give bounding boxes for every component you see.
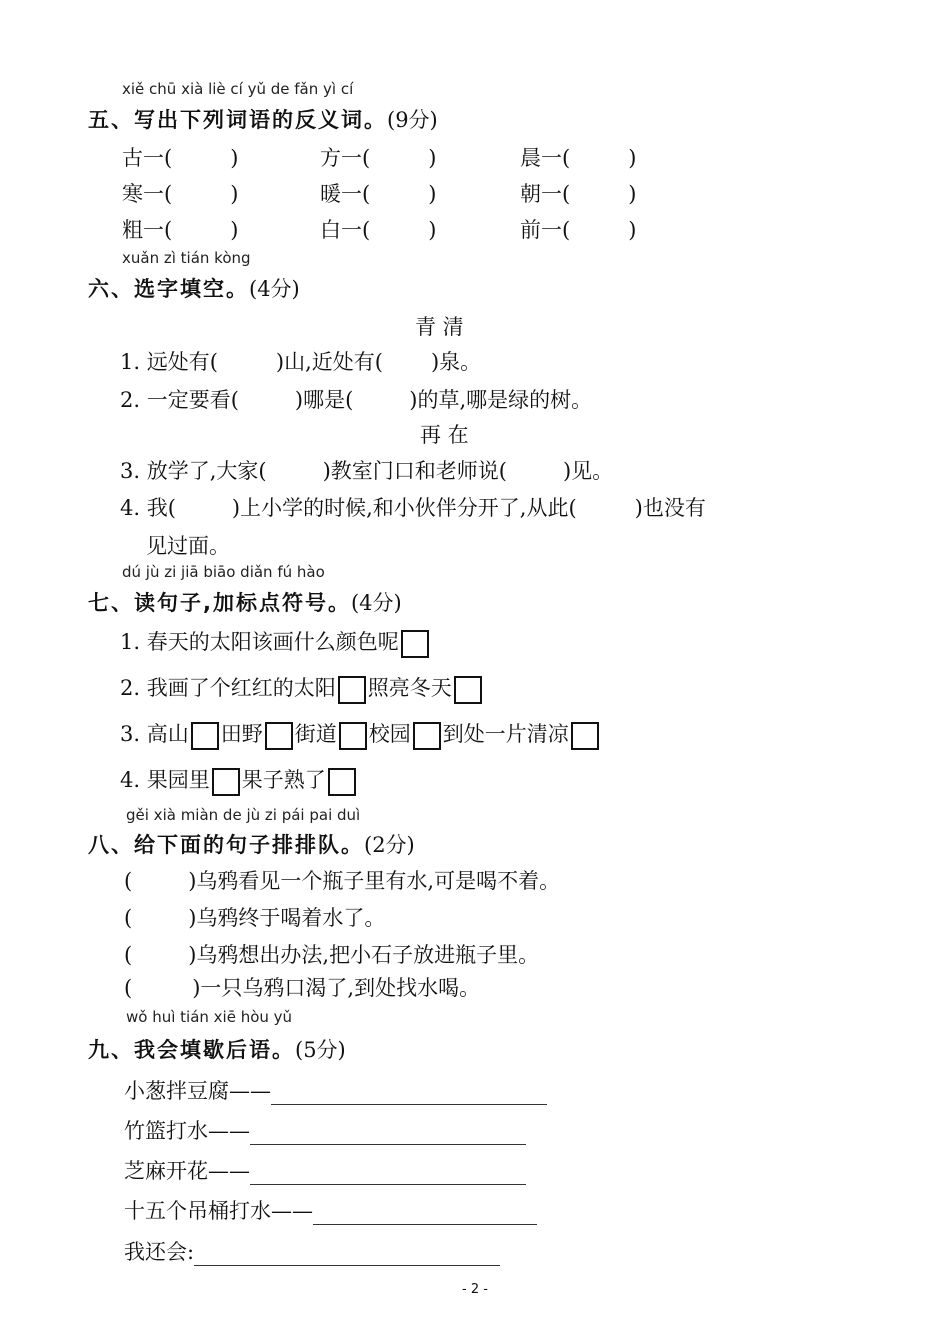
- s9-title: [88, 1034, 346, 1064]
- punctuation-box[interactable]: [413, 722, 441, 750]
- answer-line[interactable]: [250, 1122, 526, 1145]
- s6-word-group-2: 再 在: [420, 423, 469, 447]
- s7-question-2: 2. 我画了个红红的太阳 照亮冬天: [120, 672, 484, 704]
- s6-title-text: 六、选字填空。: [88, 277, 249, 301]
- s5-item: 朝一( ): [520, 182, 637, 206]
- s8-pinyin: gěi xià miàn de jù zi pái pai duì: [126, 806, 361, 824]
- page-number: - 2 -: [462, 1282, 488, 1297]
- s5-item: 前一( ): [520, 218, 637, 242]
- s7-question-1: 1. 春天的太阳该画什么颜色呢: [120, 626, 431, 658]
- punctuation-box[interactable]: [338, 676, 366, 704]
- s6-question-2: 2. 一定要看( )哪是( )的草,哪是绿的树。: [120, 388, 593, 412]
- s5-item: 白一( ): [320, 218, 437, 242]
- s7-question-4: 4. 果园里 果子熟了: [120, 764, 358, 796]
- s5-title: [88, 104, 438, 134]
- s8-title-text: 八、给下面的句子排排队。: [88, 833, 364, 857]
- s6-question-4: 4. 我( )上小学的时候,和小伙伴分开了,从此( )也没有: [120, 496, 706, 520]
- s6-score: (4分): [249, 277, 300, 301]
- s9-pinyin: wǒ huì tián xiē hòu yǔ: [126, 1008, 293, 1026]
- s9-title-text: 九、我会填歇后语。: [88, 1038, 295, 1062]
- s6-title: [88, 273, 300, 303]
- s5-item: 寒一( ): [122, 182, 239, 206]
- s5-score: (9分): [387, 108, 438, 132]
- s7-score: (4分): [350, 591, 402, 615]
- s6-word-group-1: 青 清: [415, 315, 464, 339]
- s8-item: ( )一只乌鸦口渴了,到处找水喝。: [124, 976, 481, 1000]
- punctuation-box[interactable]: [328, 768, 356, 796]
- s8-score: (2分): [364, 833, 415, 857]
- answer-line[interactable]: [194, 1243, 500, 1266]
- s5-item: 古一( ): [122, 146, 239, 170]
- s8-item: ( )乌鸦想出办法,把小石子放进瓶子里。: [124, 943, 540, 967]
- s9-item: 芝麻开花——: [124, 1155, 526, 1185]
- answer-line[interactable]: [313, 1202, 537, 1225]
- s6-pinyin: xuǎn zì tián kòng: [122, 249, 251, 267]
- punctuation-box[interactable]: [265, 722, 293, 750]
- punctuation-box[interactable]: [212, 768, 240, 796]
- s7-title-text: 七、读句子,加标点符号。: [88, 591, 351, 615]
- s8-item: ( )乌鸦看见一个瓶子里有水,可是喝不着。: [124, 869, 561, 893]
- s5-item: 暖一( ): [320, 182, 437, 206]
- s9-item: 十五个吊桶打水——: [124, 1195, 537, 1225]
- s5-item: 方一( ): [320, 146, 437, 170]
- punctuation-box[interactable]: [571, 722, 599, 750]
- s7-title: [88, 587, 402, 617]
- punctuation-box[interactable]: [191, 722, 219, 750]
- s9-score: (5分): [295, 1038, 346, 1062]
- punctuation-box[interactable]: [401, 630, 429, 658]
- s6-question-1: 1. 远处有( )山,近处有( )泉。: [120, 350, 482, 374]
- s8-title: [88, 829, 415, 859]
- s9-item: 小葱拌豆腐——: [124, 1075, 547, 1105]
- s8-item: ( )乌鸦终于喝着水了。: [124, 906, 386, 930]
- punctuation-box[interactable]: [339, 722, 367, 750]
- s5-item: 粗一( ): [122, 218, 239, 242]
- s6-question-3: 3. 放学了,大家( )教室门口和老师说( )见。: [120, 459, 614, 483]
- s6-question-4-cont: 见过面。: [146, 534, 230, 558]
- answer-line[interactable]: [250, 1162, 526, 1185]
- s9-item: 我还会:: [124, 1236, 500, 1266]
- s7-pinyin: dú jù zi jiā biāo diǎn fú hào: [122, 563, 325, 581]
- s7-question-3: 3. 高山 田野 街道 校园 到处一片清凉: [120, 718, 601, 750]
- punctuation-box[interactable]: [454, 676, 482, 704]
- answer-line[interactable]: [271, 1082, 547, 1105]
- s5-title-text: 五、写出下列词语的反义词。: [88, 108, 387, 132]
- s5-pinyin: xiě chū xià liè cí yǔ de fǎn yì cí: [122, 80, 354, 98]
- s9-item: 竹篮打水——: [124, 1115, 526, 1145]
- s5-item: 晨一( ): [520, 146, 637, 170]
